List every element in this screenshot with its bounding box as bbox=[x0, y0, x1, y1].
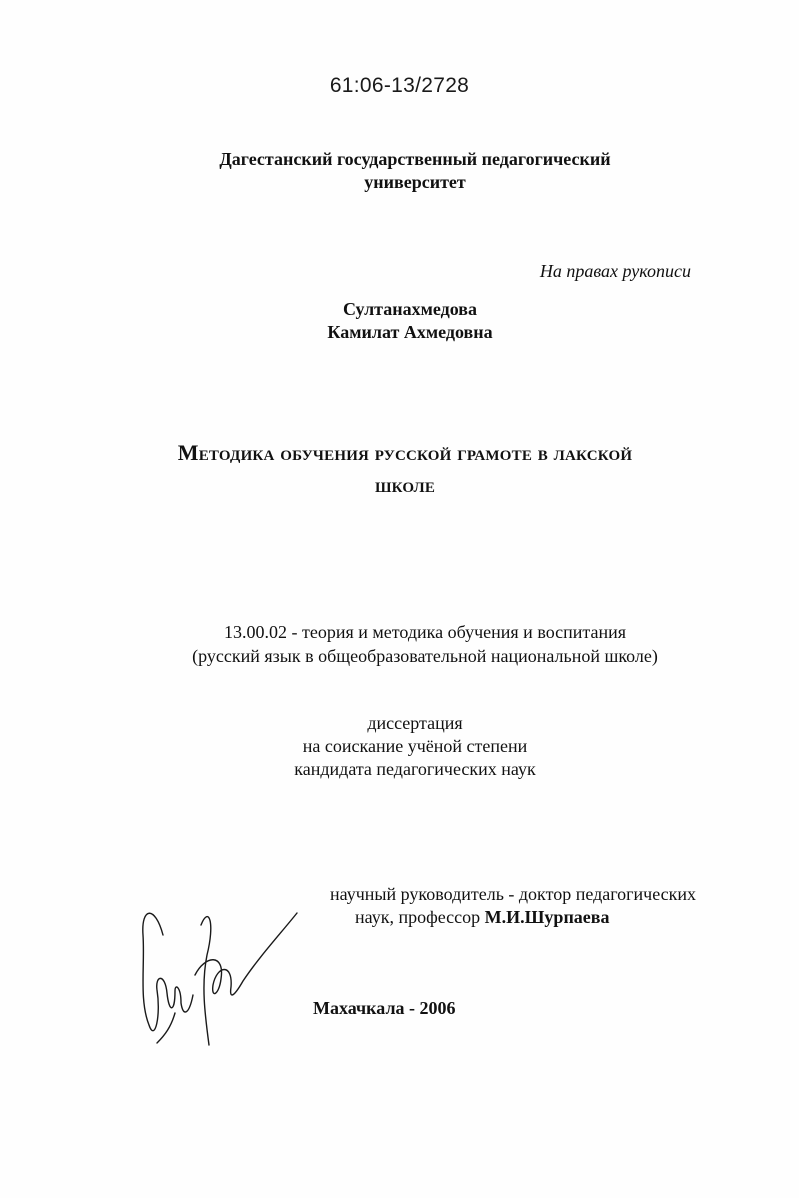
author-given-names: Камилат Ахмедовна bbox=[327, 322, 493, 342]
advisor-name: М.И.Шурпаева bbox=[484, 907, 610, 927]
handwritten-signature bbox=[135, 895, 310, 1055]
specialty-line-1: 13.00.02 - теория и методика обучения и воспитания bbox=[223, 622, 627, 642]
university-line-2: университет bbox=[364, 172, 466, 192]
manuscript-rights-note: На правах рукописи bbox=[539, 261, 691, 281]
degree-line-3: кандидата педагогических наук bbox=[294, 759, 536, 779]
scientific-advisor bbox=[330, 883, 710, 929]
degree-line-1: диссертация bbox=[367, 713, 463, 733]
specialty-line-2: (русский язык в общеобразовательной национальной школе) bbox=[192, 646, 658, 666]
dissertation-title bbox=[95, 437, 715, 501]
title-line-1: Методика обучения русской грамоте в лакской bbox=[177, 440, 633, 465]
author-surname: Султанахмедова bbox=[342, 299, 478, 319]
specialty-code bbox=[130, 620, 720, 668]
university-line-1: Дагестанский государственный педагогический bbox=[219, 149, 611, 169]
degree-statement bbox=[230, 712, 600, 781]
advisor-title: наук, профессор bbox=[355, 907, 481, 927]
degree-line-2: на соискание учёной степени bbox=[302, 736, 528, 756]
title-line-2: школе bbox=[374, 472, 436, 497]
author-name bbox=[260, 298, 560, 344]
advisor-line-2 bbox=[330, 906, 710, 929]
advisor-line-1: научный руководитель - доктор педагогических bbox=[330, 884, 697, 904]
university-name bbox=[150, 148, 680, 194]
city-year: Махачкала - 2006 bbox=[313, 998, 456, 1018]
archive-code: 61:06-13/2728 bbox=[329, 74, 470, 97]
